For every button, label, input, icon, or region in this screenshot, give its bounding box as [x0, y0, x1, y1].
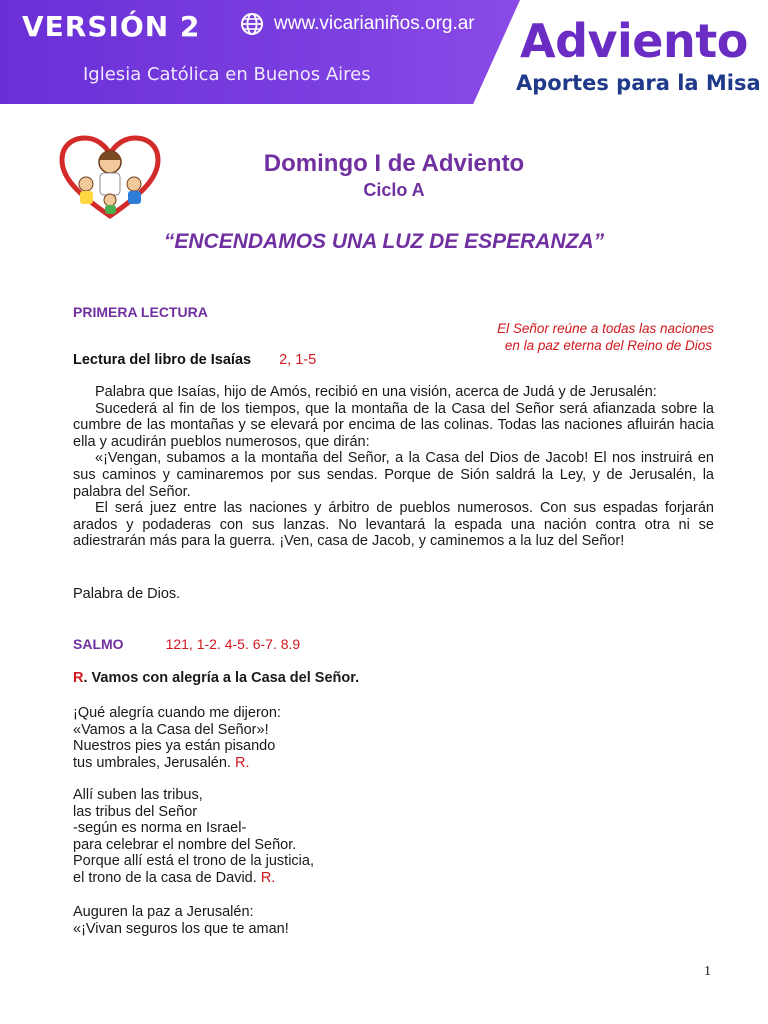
- verse-line: ¡Qué alegría cuando me dijeron:: [73, 705, 281, 721]
- verse-line: Allí suben las tribus,: [73, 787, 203, 803]
- primera-lectura-heading: PRIMERA LECTURA: [73, 304, 208, 320]
- website-link[interactable]: [240, 12, 475, 36]
- theme-title: “ENCENDAMOS UNA LUZ DE ESPERANZA”: [163, 230, 605, 253]
- website-text: www.vicarianiños.org.ar: [274, 13, 475, 34]
- verse-line: [73, 870, 314, 887]
- salmo-response: [73, 670, 359, 686]
- verse-line: «¡Vivan seguros los que te aman!: [73, 920, 289, 937]
- cycle-label: Ciclo A: [363, 180, 425, 200]
- verse-text: tus umbrales, Jerusalén.: [73, 754, 235, 771]
- r-mark: R.: [235, 754, 250, 771]
- lectura-line: [73, 352, 316, 368]
- stanza-2: [73, 787, 314, 887]
- paragraph: Palabra que Isaías, hijo de Amós, recibió en una visión, acerca de Judá y de Jerusalén:: [95, 384, 657, 400]
- paragraph: El será juez entre las naciones y árbitro de pueblos numerosos. Con sus espadas forjarán arados y podaderas con sus lanzas. No levantará la espada una nación contra otra ni se adiestrarán más para la guerra. ¡Ven, casa de Jacob, y caminemos a la luz del Señor!: [73, 500, 714, 550]
- verse-text: el trono de la casa de David.: [73, 869, 261, 886]
- r-mark: R.: [260, 869, 276, 886]
- salmo-heading: [73, 636, 300, 652]
- verse-line: Porque allí está el trono de la justicia,: [73, 853, 314, 870]
- brand-title: Adviento: [520, 14, 748, 68]
- paragraph: Sucederá al fin de los tiempos, que la montaña de la Casa del Señor será afianzada sobre la cumbre de las montañas y se elevará por encima de las colinas. Todas las naciones afluirán hacia ella y acudirán pueblos numerosos, que dirán:: [73, 400, 714, 450]
- verse-line: -según es norma en Israel-: [73, 820, 247, 837]
- palabra-de-dios: Palabra de Dios.: [73, 586, 181, 602]
- verse-line: «Vamos a la Casa del Señor»!: [73, 721, 269, 738]
- brand-subtitle: Aportes para la Misa: [516, 71, 761, 95]
- salmo-label: SALMO: [73, 636, 124, 652]
- stanza-3: [73, 904, 289, 937]
- epigraph-line: en la paz eterna del Reino de Dios: [504, 338, 712, 353]
- verse-line: para celebrar el nombre del Señor.: [73, 836, 297, 853]
- verse-line: las tribus del Señor: [73, 803, 198, 820]
- header-banner: [0, 0, 768, 106]
- church-label: Iglesia Católica en Buenos Aires: [83, 64, 371, 85]
- epigraph-line: El Señor reúne a todas las naciones: [497, 321, 714, 336]
- version-label: VERSIÓN 2: [22, 10, 201, 43]
- verse-line: Nuestros pies ya están pisando: [73, 738, 276, 755]
- verse-line: Auguren la paz a Jerusalén:: [73, 904, 254, 920]
- epigraph: [497, 320, 714, 354]
- lectura-reference: 2, 1-5: [279, 352, 317, 368]
- salmo-reference: 121, 1-2. 4-5. 6-7. 8.9: [165, 636, 301, 652]
- paragraph: «¡Vengan, subamos a la montaña del Señor, a la Casa del Dios de Jacob! El nos instruirá en sus caminos y caminaremos por sus sendas. Porque de Sión saldrá la Ley, y de Jerusalén, la palabra del Señor.: [73, 450, 714, 500]
- globe-icon: [240, 12, 264, 36]
- document-title: Domingo I de Adviento: [263, 150, 525, 177]
- lectura-label: Lectura del libro de Isaías: [73, 352, 252, 368]
- lectura-body: [73, 384, 714, 550]
- response-text: . Vamos con alegría a la Casa del Señor.: [83, 670, 360, 686]
- stanza-1: [73, 705, 281, 771]
- page-number: 1: [704, 964, 711, 979]
- response-marker: R: [73, 670, 84, 686]
- verse-line: [73, 755, 281, 772]
